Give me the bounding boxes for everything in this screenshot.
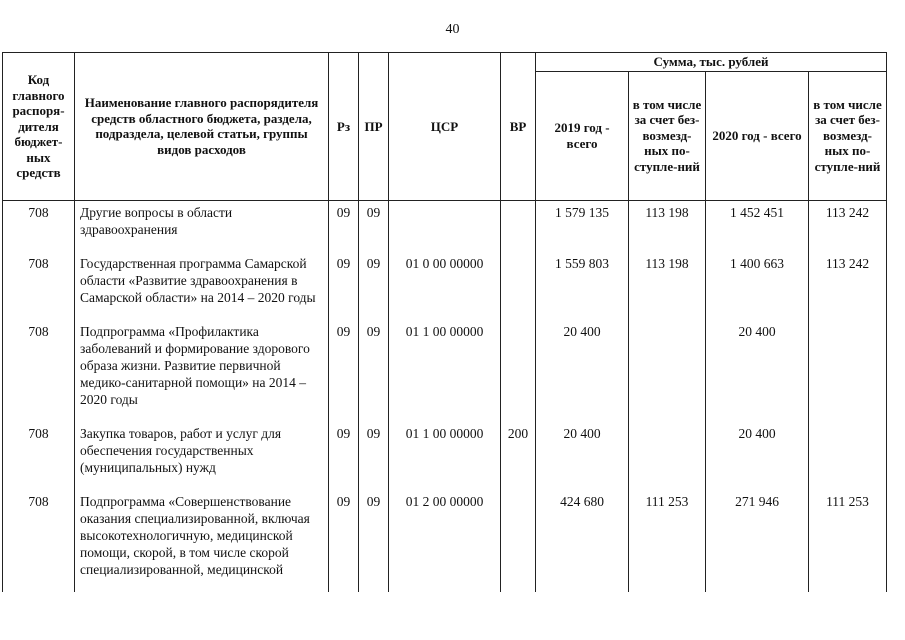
header-pr: ПР <box>359 53 389 201</box>
cell-name: Закупка товаров, работ и услуг для обеспечения государственных (муниципальных) нужд <box>75 422 329 490</box>
table-row <box>3 490 887 592</box>
cell-2019-total: 1 559 803 <box>536 252 629 320</box>
cell-2020-free <box>809 320 887 422</box>
cell-pr: 09 <box>359 490 389 592</box>
cell-2019-free <box>629 320 706 422</box>
cell-name: Подпрограмма «Профилактика заболеваний и формирование здорового образа жизни. Развитие первичной медико-санитарной помощи» на 2014 – 2020 годы <box>75 320 329 422</box>
cell-2020-free: 113 242 <box>809 200 887 252</box>
cell-2020-total: 20 400 <box>706 422 809 490</box>
cell-pr: 09 <box>359 320 389 422</box>
table-row <box>3 252 887 320</box>
cell-2019-free <box>629 422 706 490</box>
cell-csr: 01 2 00 00000 <box>389 490 501 592</box>
cell-csr: 01 1 00 00000 <box>389 422 501 490</box>
cell-rz: 09 <box>329 200 359 252</box>
table-body <box>3 200 887 592</box>
cell-2019-total: 424 680 <box>536 490 629 592</box>
cell-pr: 09 <box>359 252 389 320</box>
table-row <box>3 320 887 422</box>
cell-csr: 01 1 00 00000 <box>389 320 501 422</box>
cell-2020-free <box>809 422 887 490</box>
cell-code: 708 <box>3 320 75 422</box>
cell-csr <box>389 200 501 252</box>
header-name: Наименование главного распорядителя средств областного бюджета, раздела, подраздела, целевой статьи, группы видов расходов <box>75 53 329 201</box>
cell-vr <box>501 200 536 252</box>
header-code: Код главного распоря-дителя бюджет-ных средств <box>3 53 75 201</box>
header-2019-free: в том числе за счет без-возмезд-ных по-ступле-ний <box>629 71 706 200</box>
cell-vr <box>501 320 536 422</box>
budget-table <box>2 52 887 592</box>
cell-vr <box>501 252 536 320</box>
header-vr: ВР <box>501 53 536 201</box>
cell-csr: 01 0 00 00000 <box>389 252 501 320</box>
table-header <box>3 53 887 201</box>
cell-2019-free: 113 198 <box>629 200 706 252</box>
cell-2020-total: 1 452 451 <box>706 200 809 252</box>
cell-code: 708 <box>3 490 75 592</box>
cell-2019-free: 113 198 <box>629 252 706 320</box>
cell-rz: 09 <box>329 490 359 592</box>
cell-code: 708 <box>3 422 75 490</box>
header-2020-total: 2020 год - всего <box>706 71 809 200</box>
cell-vr <box>501 490 536 592</box>
cell-pr: 09 <box>359 422 389 490</box>
cell-2020-free: 111 253 <box>809 490 887 592</box>
cell-2020-free: 113 242 <box>809 252 887 320</box>
cell-2019-total: 20 400 <box>536 320 629 422</box>
cell-pr: 09 <box>359 200 389 252</box>
cell-2019-total: 20 400 <box>536 422 629 490</box>
header-rz: Рз <box>329 53 359 201</box>
table-row <box>3 422 887 490</box>
cell-2020-total: 1 400 663 <box>706 252 809 320</box>
cell-rz: 09 <box>329 422 359 490</box>
header-csr: ЦСР <box>389 53 501 201</box>
cell-code: 708 <box>3 200 75 252</box>
header-2019-total: 2019 год - всего <box>536 71 629 200</box>
page-number: 40 <box>445 22 460 37</box>
cell-name: Подпрограмма «Совершенствование оказания специализированной, включая высокотехнологичную, медицинской помощи, скорой, в том числе скорой специализированной, медицинской <box>75 490 329 592</box>
cell-rz: 09 <box>329 320 359 422</box>
header-sum: Сумма, тыс. рублей <box>536 53 887 72</box>
cell-2020-total: 271 946 <box>706 490 809 592</box>
cell-vr: 200 <box>501 422 536 490</box>
cell-2019-free: 111 253 <box>629 490 706 592</box>
cell-name: Государственная программа Самарской области «Развитие здравоохранения в Самарской области» на 2014 – 2020 годы <box>75 252 329 320</box>
cell-code: 708 <box>3 252 75 320</box>
header-2020-free: в том числе за счет без-возмезд-ных по-ступле-ний <box>809 71 887 200</box>
cell-name: Другие вопросы в области здравоохранения <box>75 200 329 252</box>
table-row <box>3 200 887 252</box>
cell-rz: 09 <box>329 252 359 320</box>
cell-2020-total: 20 400 <box>706 320 809 422</box>
cell-2019-total: 1 579 135 <box>536 200 629 252</box>
